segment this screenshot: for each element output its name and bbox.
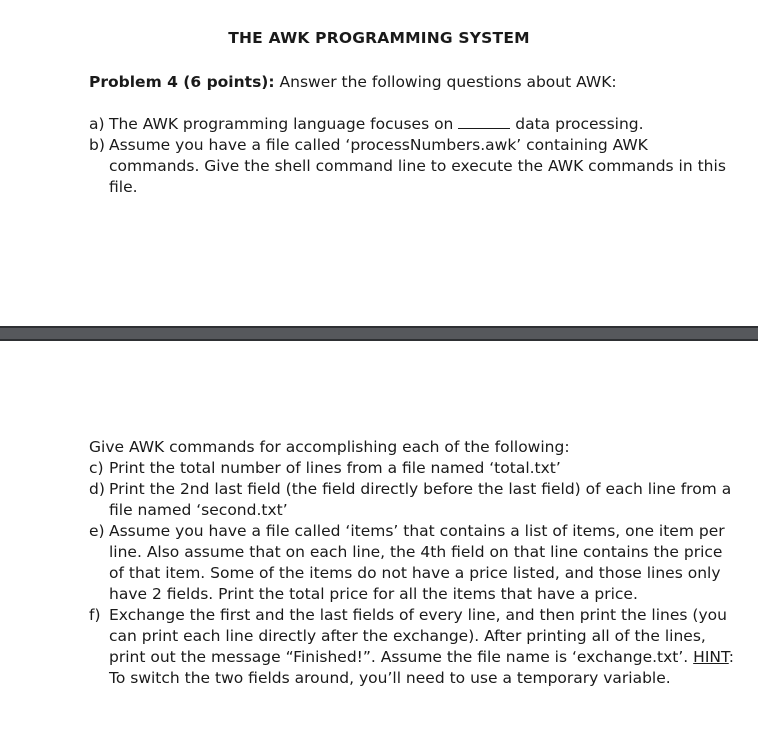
question-d bbox=[89, 479, 738, 521]
question-list-top bbox=[89, 114, 738, 198]
problem-heading bbox=[89, 72, 738, 93]
question-label: b) bbox=[89, 136, 105, 154]
question-text: The AWK programming language focuses on bbox=[109, 115, 454, 133]
question-label: d) bbox=[89, 480, 105, 498]
question-f bbox=[89, 605, 738, 689]
page-bottom bbox=[0, 341, 758, 748]
question-text: Assume you have a file called ‘items’ that contains a list of items, one item per line. Also assume that on each line, the 4th field on that line contains the price of that item. Some of the items do not have a price listed, and those lines only have 2 fields. Print the total price for all the items that have a price. bbox=[109, 522, 725, 603]
question-c bbox=[89, 458, 738, 479]
question-label: c) bbox=[89, 459, 104, 477]
question-label: e) bbox=[89, 522, 105, 540]
question-e bbox=[89, 521, 738, 605]
question-b bbox=[89, 135, 738, 198]
fill-in-blank bbox=[458, 114, 510, 129]
section-intro: Give AWK commands for accomplishing each of the following: bbox=[89, 438, 570, 456]
hint-text: : To switch the two fields around, you’ll need to use a temporary variable. bbox=[109, 648, 734, 687]
question-a bbox=[89, 114, 738, 135]
page-divider bbox=[0, 326, 758, 341]
question-list-bottom bbox=[89, 458, 738, 689]
question-text-after-blank: data processing. bbox=[515, 115, 644, 133]
page-top bbox=[0, 0, 758, 326]
problem-instruction: Answer the following questions about AWK: bbox=[279, 73, 617, 91]
question-text: Exchange the first and the last fields of every line, and then print the lines (you can print each line directly after the exchange). After printing all of the lines, print out the message “Finished!”. Assume the file name is ‘exchange.txt’. bbox=[109, 606, 727, 666]
problem-number: Problem 4 (6 points): bbox=[89, 73, 275, 91]
question-label: f) bbox=[89, 606, 101, 624]
question-label: a) bbox=[89, 115, 105, 133]
question-text: Print the total number of lines from a file named ‘total.txt’ bbox=[109, 459, 561, 477]
page-title: THE AWK PROGRAMMING SYSTEM bbox=[228, 29, 530, 47]
hint-label: HINT bbox=[693, 648, 729, 666]
question-text: Assume you have a file called ‘processNumbers.awk’ containing AWK commands. Give the shell command line to execute the AWK commands in this file. bbox=[109, 136, 726, 196]
question-text: Print the 2nd last field (the field directly before the last field) of each line from a file named ‘second.txt’ bbox=[109, 480, 732, 519]
